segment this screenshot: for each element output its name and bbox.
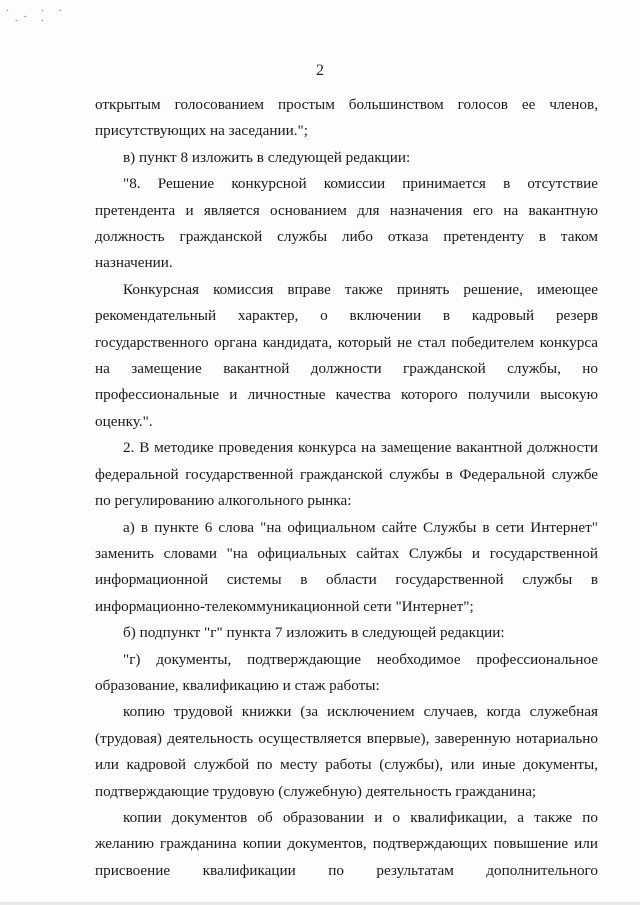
paragraph-reserve-decision: Конкурсная комиссия вправе также принять решение, имеющее рекомендательный характер, о включении в кадровый резерв государственного органа кандидата, который не стал победителем конкурса на замещение вакантной должности гражданской службы, но профессиональные и личностные качества которого получили высокую оценку.". (95, 280, 598, 430)
paragraph-continuation: открытым голосованием простым большинством голосов ее членов, присутствующих на заседании."; (95, 96, 598, 140)
paragraph-point-8: "8. Решение конкурсной комиссии принимается в отсутствие претендента и является основанием для назначения его на вакантную должность гражданской службы либо отказа претенденту в таком назначении. (95, 175, 598, 272)
paragraph-methodology: 2. В методике проведения конкурса на замещение вакантной должности федеральной государственной гражданской службы в Федеральной службе по регулированию алкогольного рынка: (95, 439, 598, 510)
paragraph-subitem-g: "г) документы, подтверждающие необходимое профессиональное образование, квалификацию и стаж работы: (95, 650, 598, 694)
paragraph-work-book: копию трудовой книжки (за исключением случаев, когда служебная (трудовая) деятельность осуществляется впервые), заверенную нотариально или кадровой службой по месту работы (службы), или иные документы, подтверждающие трудовую (служебную) деятельность гражданина; (95, 703, 598, 800)
document-body (95, 92, 598, 884)
page-number: 2 (316, 62, 324, 79)
paragraph-item-b: б) подпункт "г" пункта 7 изложить в следующей редакции: (123, 624, 505, 642)
paragraph-education-docs: копии документов об образовании и о квалификации, а также по желанию гражданина копии документов, подтверждающих повышение или присвоение квалификации по результатам дополнительного (95, 808, 598, 879)
scan-specks: ˙ . ˙ ˙ ˙ ˙ (6, 9, 68, 30)
paragraph-item-a: а) в пункте 6 слова "на официальном сайте Службы в сети Интернет" заменить словами "на официальных сайтах Службы и государственной информационной системы в области государственной службы в информационно-телекоммуникационной сети "Интернет"; (95, 518, 598, 615)
paragraph-item-v: в) пункт 8 изложить в следующей редакции: (123, 148, 411, 166)
